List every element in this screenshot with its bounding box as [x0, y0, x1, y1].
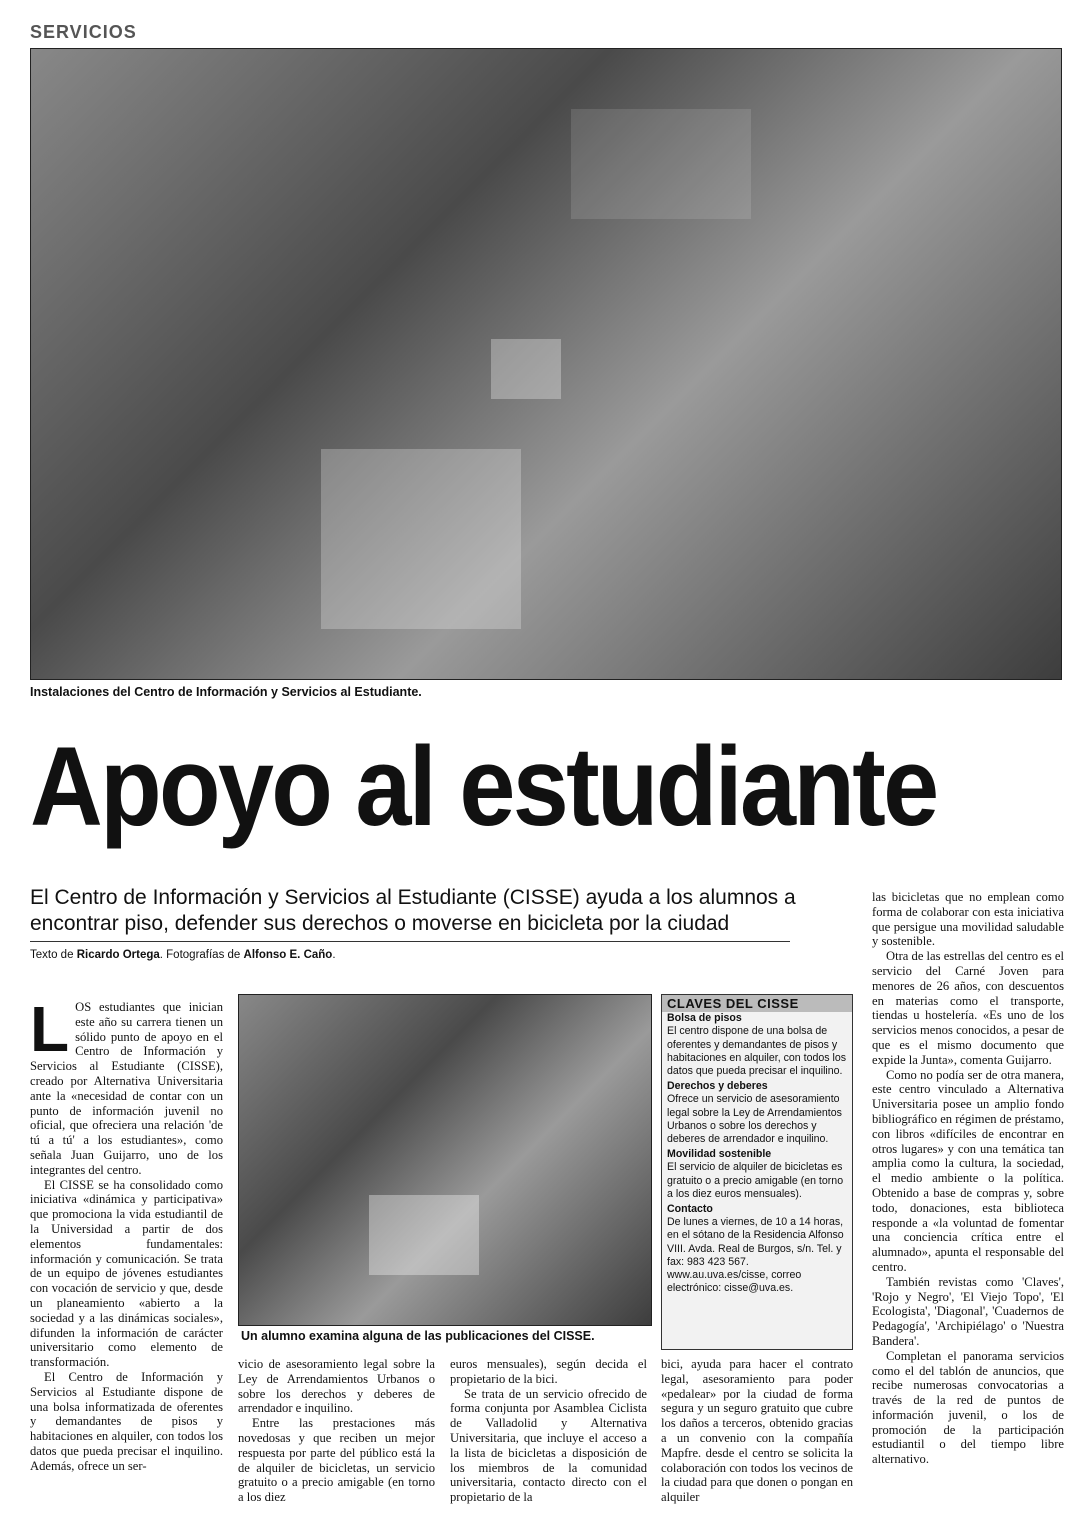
article-column-4: bici, ayuda para hacer el contrato legal, asesoramiento para poder «pedalear» por la ciudad de forma segura y un seguro gratuito que cubre los daños a terceros, obtenido gracias a un convenio con la compañía Mapfre. desde el centro se solicita la colaboración con todos los vecinos de la ciudad para que donen o pongan en alquiler	[661, 1357, 853, 1505]
subheadline: El Centro de Información y Servicios al Estudiante (CISSE) ayuda a los alumnos a encontrar piso, defender sus derechos o moverse en bicicleta por la ciudad	[30, 886, 796, 935]
claves-box	[661, 994, 853, 1350]
claves-title: CLAVES DEL CISSE	[662, 995, 852, 1012]
divider	[30, 941, 790, 942]
article-column-1: LOS estudiantes que inician este año su carrera tienen un sólido punto de apoyo en el Centro de Información y Servicios al Estudiante (CISSE), creado por Alternativa Universitaria ante la «necesidad de contar con un punto de información juvenil no oficial, que ofreciera una relación 'de tú a tú' a los estudiantes», como señala Juan Guijarro, uno de los integrantes del centro. El CISSE se ha consolidado como iniciativa «dinámica y participativa» que promociona la vida estudiantil de la Universidad a partir de dos elementos fundamentales: información y comunicación. Se trata de un equipo de jóvenes estudiantes con vocación de servicio y que, desde un planeamiento «abierto a la sociedad y a las dinámicas sociales», difunden la información de carácter universitario como elemento de transformación. El Centro de Información y Servicios al Estudiante dispone de una bolsa informatizada de oferentes y demandantes de pisos y habitaciones en alquiler, con todos los datos que pueda precisar el inquilino. Además, ofrece un ser-	[30, 993, 223, 1473]
claves-item-body: El centro dispone de una bolsa de oferentes y demandantes de pisos y habitaciones en alquiler, con todos los datos que pueda precisar el inquilino.	[667, 1025, 847, 1078]
office-photo	[30, 48, 1062, 680]
article-column-3: euros mensuales), según decida el propietario de la bici. Se trata de un servicio ofrecido de forma conjunta por Asamblea Ciclista de Valladolid y Alternativa Universitaria, que incluye el acceso a la lista de bicicletas a disposición de los miembros de la comunidad universitaria, contacto directo con el propietario de la	[450, 1357, 647, 1505]
article-column-5: las bicicletas que no emplean como forma de colaborar con esta iniciativa que persigue una movilidad saludable y sostenible. Otra de las estrellas del centro es el servicio del Carné Joven para menores de 26 años, con descuentos en materias como el transporte, tiendas u hostelería. «Es uno de los servicios menos conocidos, a pesar de que es el mismo documento que expide la Junta», comenta Guijarro. Como no podía ser de otra manera, este centro vinculado a Alternativa Universitaria posee un amplio fondo bibliográfico en régimen de préstamo, con libros «difíciles de encontrar en otros lugares» y con una temática tan amplia como la cultura, la sociedad, el medio ambiente o la política. Obtenido a base de compras y, sobre todo, donaciones, esta biblioteca responde a «la voluntad de fomentar una conciencia crítica entre el alumnado», apunta el responsable del centro. También revistas como 'Claves', 'Rojo y Negro', 'El Viejo Topo', 'El Ecologista', 'Diagonal', 'Cuadernos de Pedagogía', 'Archipiélago' o 'Nuestra Bandera'. Completan el panorama servicios como el del tablón de anuncios, que recibe numerosas convocatorias a través de la red de puntos de información juvenil, o los de promoción de la participación estudiantil o del tiempo libre alternativo.	[872, 890, 1064, 1467]
student-photo	[238, 994, 652, 1326]
claves-item-title: Contacto	[667, 1203, 713, 1216]
claves-item-title: Derechos y deberes	[667, 1080, 768, 1093]
claves-item-title: Movilidad sostenible	[667, 1148, 772, 1161]
byline: Texto de Ricardo Ortega. Fotografías de Alfonso E. Caño.	[30, 949, 336, 961]
headline: Apoyo al estudiante	[30, 724, 937, 849]
claves-item-body: El servicio de alquiler de bicicletas es gratuito o a precio amigable (en torno a los diez euros mensuales).	[667, 1161, 844, 1200]
article-column-2: vicio de asesoramiento legal sobre la Ley de Arrendamientos Urbanos o sobre los derechos y deberes de arrendador e inquilino. Entre las prestaciones más novedosas y que reciben un mejor respuesta por parte del público está la de alquiler de bicicletas, un servicio gratuito o a precio amigable (en torno a los diez	[238, 1357, 435, 1505]
claves-item-body: De lunes a viernes, de 10 a 14 horas, en el sótano de la Residencia Alfonso VIII. Avda. Real de Burgos, s/n. Tel. y fax: 983 423 567. www.au.uva.es/cisse, correo electrónico: cisse@uva.es.	[667, 1216, 844, 1295]
section-label: SERVICIOS	[30, 22, 137, 42]
photo-caption-2: Un alumno examina alguna de las publicaciones del CISSE.	[241, 1329, 595, 1343]
photo-caption: Instalaciones del Centro de Información y Servicios al Estudiante.	[30, 685, 422, 699]
drop-cap: L	[30, 993, 70, 1065]
claves-item-body: Ofrece un servicio de asesoramiento legal sobre la Ley de Arrendamientos Urbanos o sobre los derechos y deberes de arrendador e inquilino.	[667, 1093, 842, 1146]
claves-item-title: Bolsa de pisos	[667, 1012, 742, 1025]
